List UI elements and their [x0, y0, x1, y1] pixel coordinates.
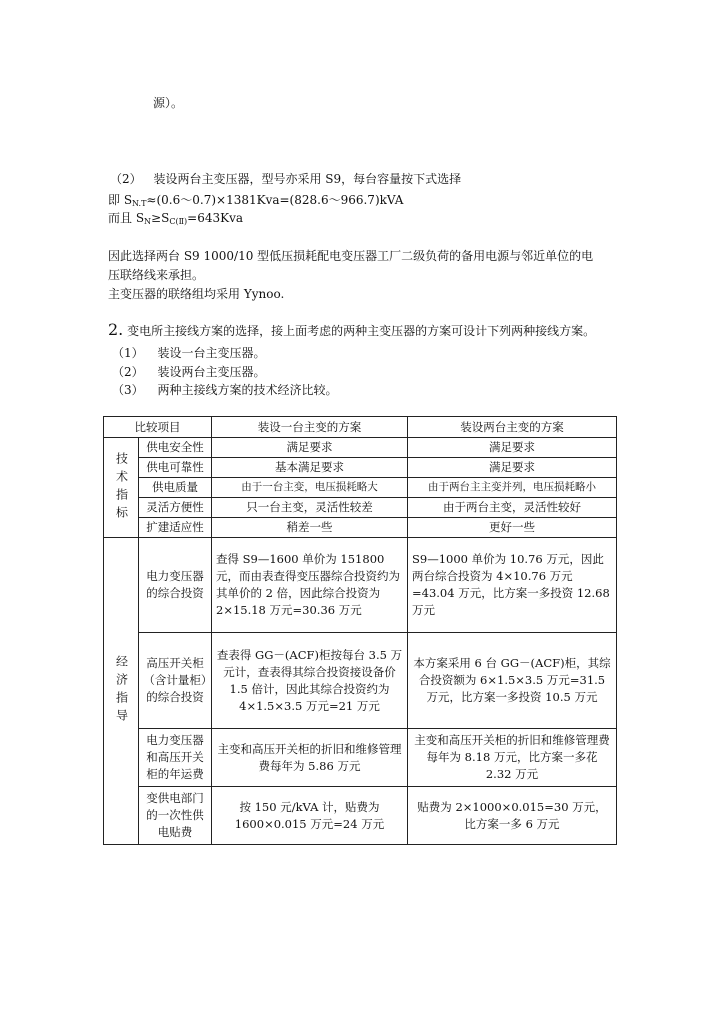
cell-plan-two: 满足要求	[408, 438, 617, 458]
table-row	[104, 729, 617, 787]
cell-plan-two: 主变和高压开关柜的折旧和维修管理费每年为 8.18 万元，比方案一多花 2.32 万元	[408, 729, 617, 787]
cell-plan-two: 由于两台主变，灵活性较好	[408, 498, 617, 518]
header-plan-two: 装设两台主变的方案	[408, 417, 617, 438]
cell-plan-two: 由于两台主主变并列，电压损耗略小	[408, 478, 617, 498]
comparison-table	[103, 416, 617, 845]
item-2-text: 装设两台主变压器，型号亦采用 S9，每台容量按下式选择	[153, 172, 462, 186]
formula-2-prefix: 而且 S	[108, 211, 145, 225]
formula-2-body: =643Kva	[187, 211, 243, 225]
row-item: 供电可靠性	[139, 458, 212, 478]
section-2-heading	[108, 322, 595, 339]
row-item: 灵活方便性	[139, 498, 212, 518]
list-item-3	[112, 382, 337, 398]
cell-plan-two: 贴费为 2×1000×0.015=30 万元，比方案一多 6 万元	[408, 787, 617, 845]
list-item-3-number: （3）	[112, 383, 144, 397]
cell-plan-one: 满足要求	[212, 438, 408, 458]
cell-plan-one: 查得 S9—1600 单价为 151800 元，而由表查得变压器综合投资约为其单价的 2 倍，因此综合投资为 2×15.18 万元=30.36 万元	[212, 538, 408, 633]
row-item: 扩建适应性	[139, 518, 212, 538]
table-header-row	[104, 417, 617, 438]
group-econ-label: 经济指导	[104, 538, 139, 845]
paragraph-line-3: 主变压器的联络组均采用 Yynoo.	[108, 287, 285, 301]
text-line-top: 源）。	[153, 96, 184, 110]
formula-line-1	[108, 192, 403, 212]
formula-2-subscript-2: C(Ⅱ)	[169, 217, 188, 226]
list-item-1-text: 装设一台主变压器。	[157, 346, 266, 360]
row-item: 电力变压器的综合投资	[139, 538, 212, 633]
item-2-number: （2）	[110, 172, 142, 186]
table-row	[104, 478, 617, 498]
section-2-number: 2.	[108, 320, 124, 339]
table-row	[104, 787, 617, 845]
formula-1-body: ≈(0.6～0.7)×1381Kva=(828.6～966.7)kVA	[146, 193, 404, 207]
cell-plan-one: 只一台主变，灵活性较差	[212, 498, 408, 518]
cell-plan-one: 基本满足要求	[212, 458, 408, 478]
row-item: 供电安全性	[139, 438, 212, 458]
row-item: 高压开关柜（含计量柜）的综合投资	[139, 633, 212, 729]
table-row	[104, 458, 617, 478]
cell-plan-one: 主变和高压开关柜的折旧和维修管理费每年为 5.86 万元	[212, 729, 408, 787]
formula-1-subscript: N.T	[132, 199, 147, 208]
item-2-line	[110, 171, 461, 187]
cell-plan-two: S9—1000 单价为 10.76 万元，因此两台综合投资为 4×10.76 万元=43.04 万元，比方案一多投资 12.68 万元	[408, 538, 617, 633]
formula-2-subscript-1: N	[144, 217, 152, 226]
cell-plan-two: 满足要求	[408, 458, 617, 478]
list-item-2-number: （2）	[112, 365, 144, 379]
table-row	[104, 518, 617, 538]
header-item: 比较项目	[104, 417, 212, 438]
row-item: 变供电部门的一次性供电贴费	[139, 787, 212, 845]
list-item-1-number: （1）	[112, 346, 144, 360]
table-row	[104, 538, 617, 633]
cell-plan-one: 查表得 GG－(ACF)柜按每台 3.5 万元计，查表得其综合投资接设备价 1.5 倍计，因此其综合投资约为 4×1.5×3.5 万元=21 万元	[212, 633, 408, 729]
cell-plan-one: 按 150 元/kVA 计，贴费为 1600×0.015 万元=24 万元	[212, 787, 408, 845]
paragraph-line-1: 因此选择两台 S9 1000/10 型低压损耗配电变压器工厂二级负荷的备用电源与邻近单位的电	[108, 249, 594, 263]
cell-plan-two: 更好一些	[408, 518, 617, 538]
row-item: 供电质量	[139, 478, 212, 498]
table-row	[104, 633, 617, 729]
list-item-2-text: 装设两台主变压器。	[157, 365, 266, 379]
group-tech-label: 技术指标	[104, 438, 139, 538]
formula-2-mid: ≥S	[151, 211, 170, 225]
formula-line-2	[108, 210, 243, 230]
cell-plan-two: 本方案采用 6 台 GG－(ACF)柜，其综合投资额为 6×1.5×3.5 万元=31.5 万元，比方案一多投资 10.5 万元	[408, 633, 617, 729]
list-item-2	[112, 364, 265, 380]
table-row	[104, 438, 617, 458]
section-2-text: 变电所主接线方案的选择，接上面考虑的两种主变压器的方案可设计下列两种接线方案。	[127, 324, 596, 338]
list-item-1	[112, 345, 265, 361]
row-item: 电力变压器和高压开关柜的年运费	[139, 729, 212, 787]
formula-1-prefix: 即 S	[108, 193, 133, 207]
cell-plan-one: 稍差一些	[212, 518, 408, 538]
header-plan-one: 装设一台主变的方案	[212, 417, 408, 438]
paragraph-line-2: 压联络线来承担。	[108, 268, 205, 282]
cell-plan-one: 由于一台主变，电压损耗略大	[212, 478, 408, 498]
table-row	[104, 498, 617, 518]
list-item-3-text: 两种主接线方案的技术经济比较。	[157, 383, 338, 397]
